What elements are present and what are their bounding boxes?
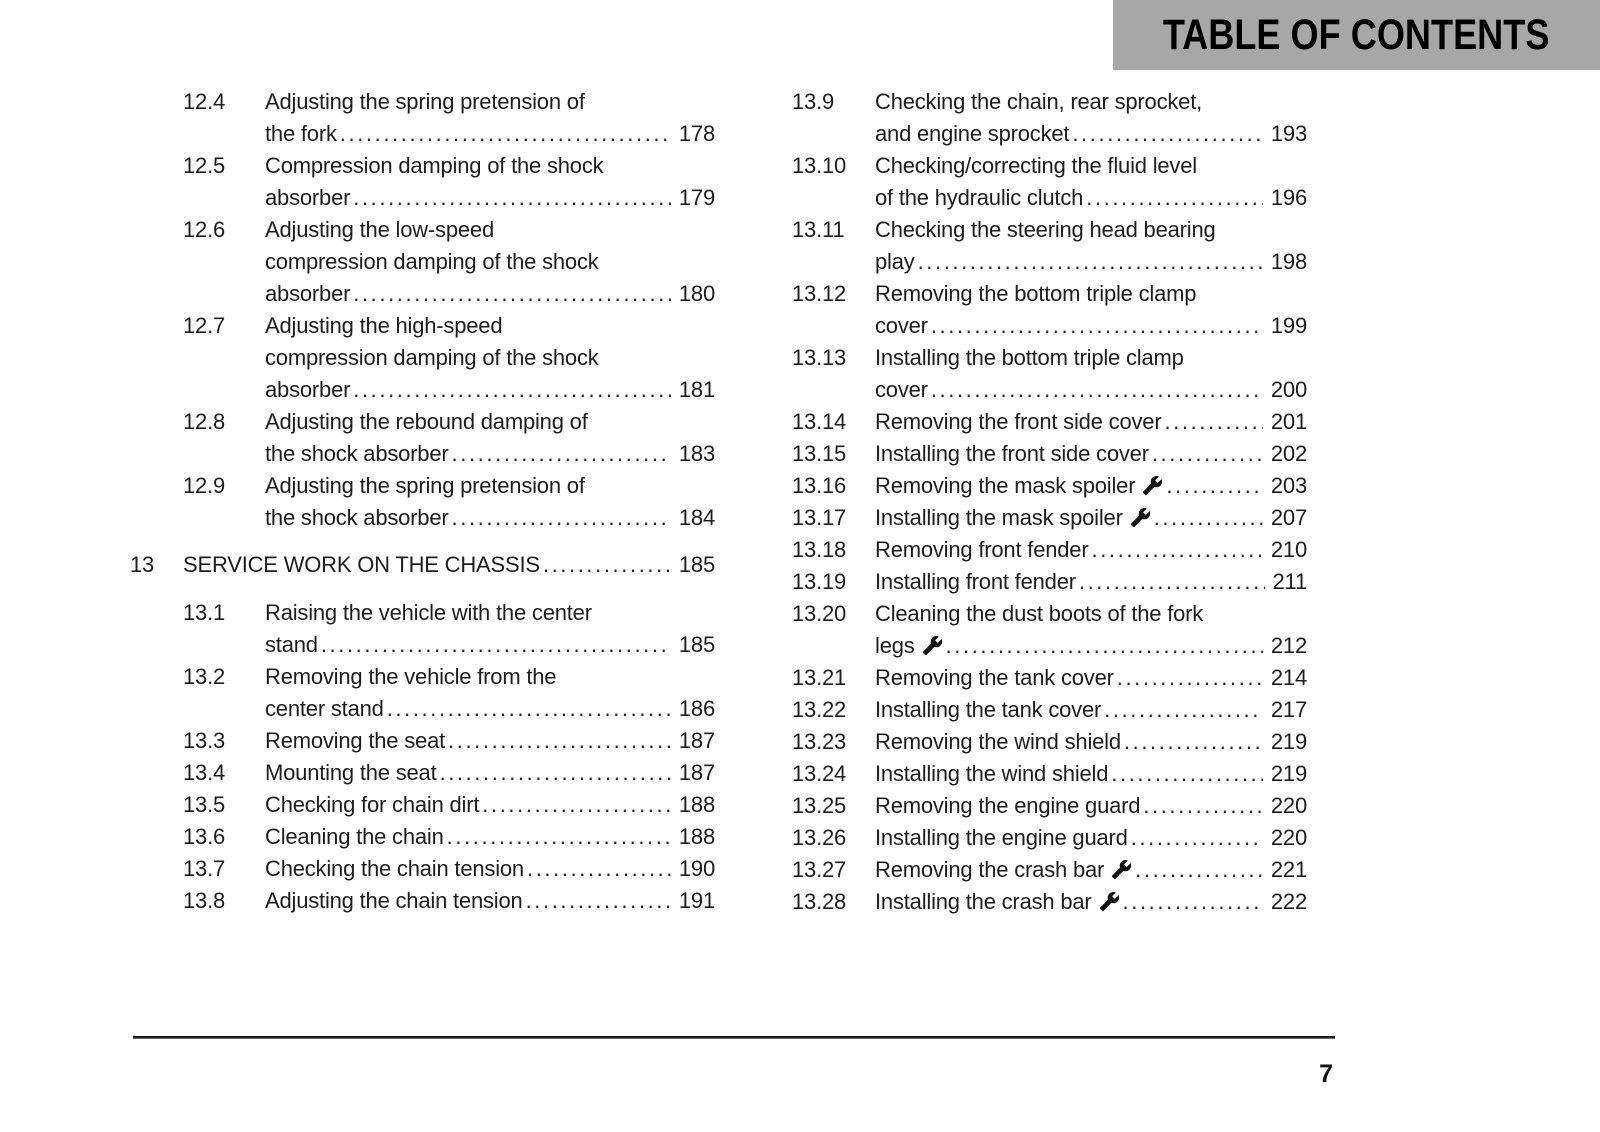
entry-number: 13.26 [792, 825, 847, 850]
entry-title-text: Installing the crash bar [875, 889, 1092, 914]
entry-title-text: and engine sprocket [875, 121, 1070, 146]
dot-leader [437, 757, 671, 789]
entry-title-line [265, 438, 715, 470]
entry-title-text: Removing the seat [265, 728, 446, 753]
toc-entry [130, 310, 715, 406]
entry-title-line [183, 549, 715, 581]
entry-title-line [875, 886, 1307, 918]
entry-title-text: Cleaning the chain [265, 824, 444, 849]
entry-number: 13.8 [183, 888, 226, 913]
dot-leader [350, 278, 671, 310]
wrench-icon [1142, 475, 1163, 496]
entry-title-line [875, 566, 1307, 598]
entry-body [265, 214, 715, 310]
entry-title-text: cover [875, 313, 928, 338]
entry-title-line: Adjusting the rebound damping of [265, 409, 588, 434]
toc-column-right [792, 86, 1307, 918]
entry-title-text: Checking the chain tension [265, 856, 524, 881]
footer-rule [133, 1036, 1335, 1039]
entry-number: 12.5 [183, 153, 226, 178]
entry-title-text: absorber [265, 377, 351, 402]
entry-title-text: Removing the wind shield [875, 729, 1121, 754]
entry-page-number: 222 [1270, 889, 1307, 914]
entry-number: 13.17 [792, 505, 847, 530]
entry-number: 13.16 [792, 473, 847, 498]
entry-title-line [265, 789, 715, 821]
entry-body [265, 597, 715, 661]
entry-title-line [875, 630, 1307, 662]
entry-body [875, 566, 1307, 598]
entry-body [875, 726, 1307, 758]
entry-number: 13.14 [792, 409, 847, 434]
toc-entry [792, 470, 1307, 502]
entry-body [265, 757, 715, 789]
entry-title-line [265, 725, 715, 757]
toc-entry [130, 214, 715, 310]
entry-title-text: absorber [265, 281, 351, 306]
entry-body [875, 854, 1307, 886]
entry-title-line: Cleaning the dust boots of the fork [875, 601, 1204, 626]
toc-entry [130, 150, 715, 214]
entry-number: 13.22 [792, 697, 847, 722]
toc-entry [792, 438, 1307, 470]
entry-page-number: 198 [1270, 249, 1307, 274]
toc-entry [792, 790, 1307, 822]
toc-entry [130, 821, 715, 853]
entry-title-line [265, 629, 715, 661]
entry-number: 13.13 [792, 345, 847, 370]
toc-entry [792, 534, 1307, 566]
entry-page-number: 207 [1270, 505, 1307, 530]
entry-title-line: Adjusting the spring pretension of [265, 473, 585, 498]
entry-page-number: 185 [678, 552, 715, 577]
entry-title-line [875, 694, 1307, 726]
entry-page-number: 203 [1270, 473, 1307, 498]
dot-leader [915, 246, 1263, 278]
entry-number: 13.6 [183, 824, 226, 849]
entry-title-line [875, 502, 1307, 534]
dot-leader [1140, 790, 1263, 822]
entry-page-number: 188 [678, 792, 715, 817]
entry-title-line: Adjusting the high-speed [265, 313, 503, 338]
toc-entry [792, 214, 1307, 278]
entry-title-text: Installing the engine guard [875, 825, 1128, 850]
entry-number: 12.4 [183, 89, 226, 114]
entry-title-line: Adjusting the spring pretension of [265, 89, 585, 114]
entry-title-line [875, 662, 1307, 694]
toc-entry [130, 86, 715, 150]
entry-title-line [875, 534, 1307, 566]
dot-leader [1163, 470, 1263, 502]
entry-body [875, 790, 1307, 822]
toc-entry [792, 662, 1307, 694]
entry-title-text: Removing the crash bar [875, 857, 1105, 882]
entry-page-number: 188 [678, 824, 715, 849]
page-header [1113, 0, 1600, 70]
wrench-icon [1111, 859, 1132, 880]
entry-title-line: Raising the vehicle with the center [265, 600, 592, 625]
entry-title-line: compression damping of the shock [265, 249, 599, 274]
entry-number: 13.1 [183, 600, 226, 625]
entry-title-text: Installing front fender [875, 569, 1076, 594]
entry-page-number: 180 [678, 281, 715, 306]
entry-body [265, 885, 715, 917]
entry-title-text: Installing the tank cover [875, 697, 1102, 722]
entry-title-text: legs [875, 633, 915, 658]
entry-body [875, 822, 1307, 854]
entry-body [265, 821, 715, 853]
entry-title-line [875, 246, 1307, 278]
dot-leader [1069, 118, 1263, 150]
dot-leader [350, 374, 671, 406]
entry-page-number: 196 [1270, 185, 1307, 210]
toc-entry [792, 150, 1307, 214]
entry-title-text: Removing front fender [875, 537, 1089, 562]
dot-leader [337, 118, 671, 150]
entry-page-number: 220 [1270, 825, 1307, 850]
page-number: 7 [1319, 1060, 1333, 1088]
entry-page-number: 221 [1270, 857, 1307, 882]
entry-title-line: Checking the steering head bearing [875, 217, 1216, 242]
entry-body [265, 150, 715, 214]
toc-entry [130, 470, 715, 534]
entry-title-line [875, 726, 1307, 758]
entry-page-number: 193 [1270, 121, 1307, 146]
toc-entry [792, 822, 1307, 854]
entry-body [875, 502, 1307, 534]
entry-body [265, 470, 715, 534]
entry-title-line: Compression damping of the shock [265, 153, 604, 178]
entry-number: 12.9 [183, 473, 226, 498]
entry-number: 13.27 [792, 857, 847, 882]
dot-leader [445, 725, 671, 757]
entry-number: 13.4 [183, 760, 226, 785]
entry-title-text: the fork [265, 121, 337, 146]
entry-number: 12.8 [183, 409, 226, 434]
toc-entry [792, 854, 1307, 886]
entry-body [875, 534, 1307, 566]
dot-leader [1151, 502, 1263, 534]
entry-title-line [875, 470, 1307, 502]
entry-body [875, 438, 1307, 470]
dot-leader [1076, 566, 1265, 598]
toc-entry [130, 757, 715, 789]
entry-page-number: 211 [1272, 569, 1307, 594]
entry-title-line [265, 118, 715, 150]
entry-page-number: 183 [678, 441, 715, 466]
entry-body [875, 758, 1307, 790]
toc-entry [792, 726, 1307, 758]
dot-leader [449, 502, 671, 534]
entry-number: 13.28 [792, 889, 847, 914]
entry-page-number: 201 [1270, 409, 1307, 434]
entry-title-text: Mounting the seat [265, 760, 437, 785]
toc-entry [792, 758, 1307, 790]
entry-page-number: 210 [1270, 537, 1307, 562]
entry-body [265, 86, 715, 150]
entry-title-text: SERVICE WORK ON THE CHASSIS [183, 552, 540, 577]
entry-title-text: Adjusting the chain tension [265, 888, 523, 913]
toc-entry [130, 789, 715, 821]
entry-title-text: Removing the mask spoiler [875, 473, 1136, 498]
entry-number: 13.18 [792, 537, 847, 562]
entry-page-number: 178 [678, 121, 715, 146]
dot-leader [1128, 822, 1263, 854]
dot-leader [449, 438, 671, 470]
entry-page-number: 181 [678, 377, 715, 402]
dot-leader [1132, 854, 1263, 886]
entry-body [875, 342, 1307, 406]
entry-title-line: Adjusting the low-speed [265, 217, 494, 242]
entry-number: 12.6 [183, 217, 226, 242]
entry-title-line [875, 758, 1307, 790]
toc-entry [130, 885, 715, 917]
entry-title-line [265, 502, 715, 534]
dot-leader [1083, 182, 1263, 214]
dot-leader [1108, 758, 1263, 790]
toc-entry [792, 278, 1307, 342]
entry-number: 13.11 [792, 217, 845, 242]
entry-page-number: 187 [678, 728, 715, 753]
dot-leader [1149, 438, 1263, 470]
dot-leader [318, 629, 671, 661]
entry-title-text: cover [875, 377, 928, 402]
entry-page-number: 184 [678, 505, 715, 530]
entry-body [265, 310, 715, 406]
entry-page-number: 202 [1270, 441, 1307, 466]
entry-number: 13.15 [792, 441, 847, 466]
entry-title-line [875, 118, 1307, 150]
entry-number: 13.21 [792, 665, 847, 690]
toc-entry [130, 661, 715, 725]
entry-number: 12.7 [183, 313, 226, 338]
toc-entry [130, 406, 715, 470]
entry-body [265, 725, 715, 757]
entry-title-text: Removing the front side cover [875, 409, 1162, 434]
entry-page-number: 200 [1270, 377, 1307, 402]
entry-title-text: Removing the engine guard [875, 793, 1141, 818]
wrench-icon [1099, 891, 1120, 912]
entry-page-number: 199 [1270, 313, 1307, 338]
toc-entry [130, 597, 715, 661]
entry-page-number: 179 [678, 185, 715, 210]
toc-entry [792, 694, 1307, 726]
toc-chapter-entry [130, 549, 715, 581]
entry-body [875, 598, 1307, 662]
dot-leader [1161, 406, 1262, 438]
entry-title-line [875, 822, 1307, 854]
dot-leader [350, 182, 671, 214]
entry-body [265, 853, 715, 885]
entry-page-number: 217 [1270, 697, 1307, 722]
toc-entry [130, 725, 715, 757]
entry-title-line [265, 885, 715, 917]
entry-body [875, 662, 1307, 694]
entry-page-number: 214 [1270, 665, 1307, 690]
toc-entry [792, 86, 1307, 150]
entry-title-text: the shock absorber [265, 505, 449, 530]
entry-title-text: Removing the tank cover [875, 665, 1114, 690]
entry-number: 13.3 [183, 728, 226, 753]
toc-entry [792, 886, 1307, 918]
entry-number: 13.24 [792, 761, 847, 786]
entry-number: 13.10 [792, 153, 847, 178]
entry-body [875, 406, 1307, 438]
dot-leader [1088, 534, 1262, 566]
entry-number: 13.23 [792, 729, 847, 754]
entry-body [875, 694, 1307, 726]
entry-number: 13.25 [792, 793, 847, 818]
entry-title-line [265, 757, 715, 789]
entry-body [875, 278, 1307, 342]
entry-title-line: Checking the chain, rear sprocket, [875, 89, 1203, 114]
entry-title-line [265, 278, 715, 310]
dot-leader [384, 693, 671, 725]
entry-title-text: Installing the mask spoiler [875, 505, 1123, 530]
entry-body [265, 789, 715, 821]
entry-title-line [875, 854, 1307, 886]
dot-leader [523, 885, 671, 917]
entry-page-number: 219 [1270, 761, 1307, 786]
dot-leader [928, 310, 1263, 342]
entry-title-text: stand [265, 632, 318, 657]
entry-page-number: 219 [1270, 729, 1307, 754]
toc-entry [792, 342, 1307, 406]
entry-title-line [265, 182, 715, 214]
entry-title-line [875, 310, 1307, 342]
entry-body [183, 549, 715, 581]
entry-title-text: Installing the wind shield [875, 761, 1109, 786]
entry-number: 13.20 [792, 601, 847, 626]
entry-title-line [875, 406, 1307, 438]
toc-entry [792, 598, 1307, 662]
entry-title-text: Installing the front side cover [875, 441, 1149, 466]
entry-page-number: 187 [678, 760, 715, 785]
entry-body [875, 86, 1307, 150]
entry-title-text: Checking for chain dirt [265, 792, 480, 817]
entry-body [875, 214, 1307, 278]
page-title: TABLE OF CONTENTS [1163, 10, 1550, 59]
entry-title-text: absorber [265, 185, 351, 210]
entry-page-number: 185 [678, 632, 715, 657]
wrench-icon [922, 635, 943, 656]
entry-title-line: Checking/correcting the fluid level [875, 153, 1197, 178]
entry-number: 13.12 [792, 281, 847, 306]
entry-title-line [875, 182, 1307, 214]
entry-title-line [875, 438, 1307, 470]
dot-leader [943, 630, 1263, 662]
entry-number: 13.19 [792, 569, 847, 594]
entry-title-line [875, 374, 1307, 406]
entry-page-number: 186 [678, 696, 715, 721]
entry-title-line [265, 853, 715, 885]
entry-number: 13.5 [183, 792, 226, 817]
toc-entry [792, 406, 1307, 438]
toc-entry [130, 853, 715, 885]
entry-page-number: 190 [678, 856, 715, 881]
entry-title-text: center stand [265, 696, 384, 721]
entry-title-line [875, 790, 1307, 822]
dot-leader [1120, 886, 1263, 918]
entry-title-line: Installing the bottom triple clamp [875, 345, 1184, 370]
entry-body [875, 150, 1307, 214]
dot-leader [1114, 662, 1263, 694]
dot-leader [1101, 694, 1263, 726]
entry-body [875, 470, 1307, 502]
entry-title-line: Removing the bottom triple clamp [875, 281, 1197, 306]
entry-number: 13.9 [792, 89, 835, 114]
wrench-icon [1130, 507, 1151, 528]
entry-title-line: compression damping of the shock [265, 345, 599, 370]
toc-entry [792, 566, 1307, 598]
entry-title-text: the shock absorber [265, 441, 449, 466]
dot-leader [540, 549, 671, 581]
entry-title-line [265, 693, 715, 725]
entry-page-number: 220 [1270, 793, 1307, 818]
entry-title-line [265, 374, 715, 406]
dot-leader [928, 374, 1263, 406]
entry-title-line: Removing the vehicle from the [265, 664, 557, 689]
entry-title-text: play [875, 249, 915, 274]
entry-body [265, 661, 715, 725]
entry-number: 13.7 [183, 856, 226, 881]
entry-body [875, 886, 1307, 918]
toc-column-left [130, 86, 715, 917]
entry-page-number: 191 [678, 888, 715, 913]
entry-number: 13 [130, 552, 155, 577]
dot-leader [524, 853, 671, 885]
entry-body [265, 406, 715, 470]
entry-number: 13.2 [183, 664, 226, 689]
dot-leader [1121, 726, 1263, 758]
toc-entry [792, 502, 1307, 534]
entry-page-number: 212 [1270, 633, 1307, 658]
dot-leader [444, 821, 671, 853]
entry-title-line [265, 821, 715, 853]
dot-leader [479, 789, 671, 821]
entry-title-text: of the hydraulic clutch [875, 185, 1084, 210]
